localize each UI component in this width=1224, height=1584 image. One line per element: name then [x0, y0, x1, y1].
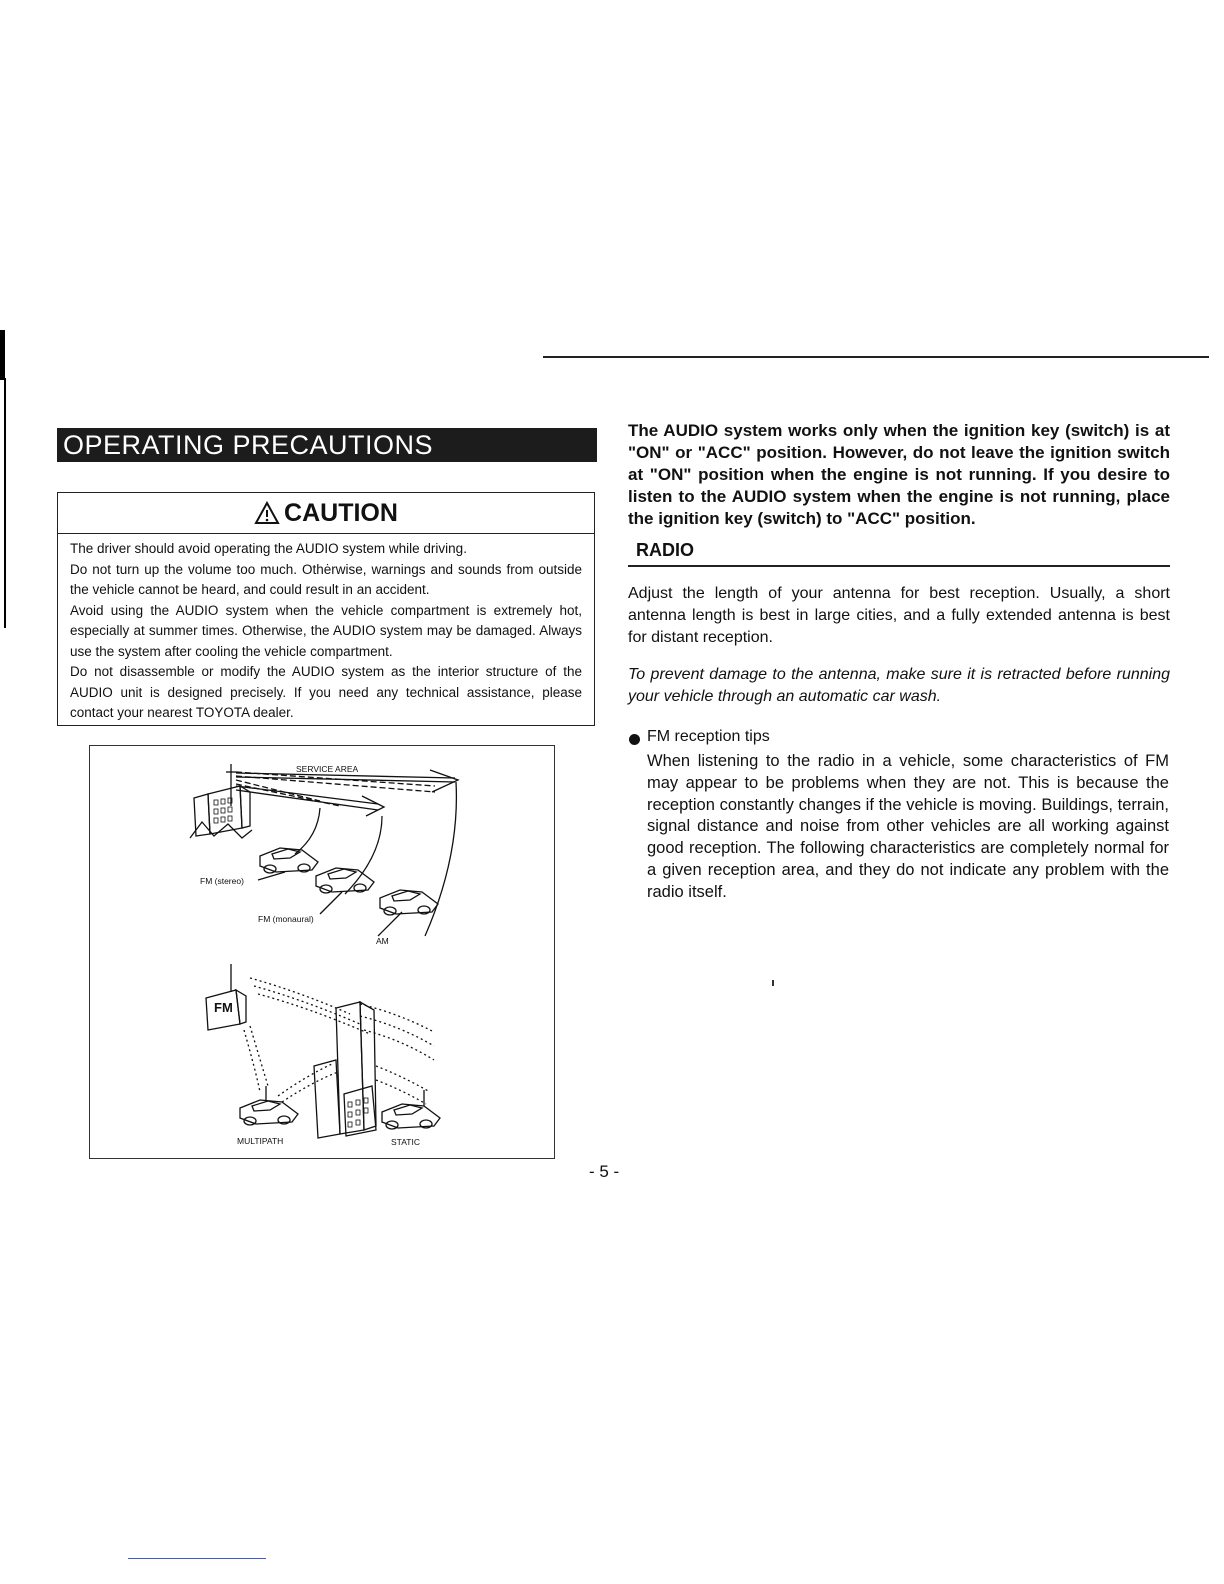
label-fm-sign: FM [214, 1000, 233, 1015]
label-static: STATIC [391, 1137, 420, 1147]
label-fm-monaural: FM (monaural) [258, 914, 314, 924]
fm-tips-label: FM reception tips [647, 728, 770, 745]
caution-text [70, 539, 582, 724]
ignition-notice-text: The AUDIO system works only when the ignition key (switch) is at "ON" or "ACC" position. However, do not leave the ignition switch at "ON" position when the engine is not running. If you desire to listen to the AUDIO system when the engine is not running, place the ignition key (switch) to "ACC" position. [628, 421, 1170, 528]
fm-tips-body [647, 751, 1169, 904]
reception-illustration [89, 745, 555, 1159]
scan-speck [772, 980, 774, 986]
label-am: AM [376, 936, 389, 946]
page-number: - 5 - [589, 1162, 620, 1181]
ignition-notice [628, 420, 1170, 530]
radio-heading-rule [628, 565, 1170, 567]
section-title-banner [57, 428, 597, 462]
caution-box [57, 492, 595, 726]
car-wash-note-text: To prevent damage to the antenna, make sure it is retracted before running your vehicle through an automatic car wash. [628, 666, 1170, 705]
caution-line: Avoid using the AUDIO system when the vehicle compartment is extremely hot, especially at summer times. Otherwise, the AUDIO system may be damaged. Always use the system after cooling the vehicle compartment. [70, 602, 582, 659]
bottom-scan-line [128, 1558, 266, 1559]
caution-line: The driver should avoid operating the AUDIO system while driving. [70, 541, 467, 556]
antenna-paragraph [628, 583, 1170, 649]
radio-heading: RADIO [636, 540, 694, 560]
section-title: OPERATING PRECAUTIONS [63, 430, 434, 460]
label-multipath: MULTIPATH [237, 1136, 284, 1146]
warning-triangle-icon [254, 501, 280, 525]
header-rule [543, 356, 1209, 358]
caution-title: CAUTION [284, 498, 398, 527]
caution-header [58, 493, 594, 534]
reception-diagram [90, 746, 553, 1157]
caution-line: Do not turn up the volume too much. Othėrwise, warnings and sounds from outside the vehicle cannot be heard, and could result in an accident. [70, 561, 582, 597]
scan-edge-mark [0, 330, 8, 630]
car-wash-note [628, 664, 1170, 708]
label-service-area: SERVICE AREA [296, 764, 359, 774]
label-fm-stereo: FM (stereo) [200, 876, 244, 886]
fm-tips-text: When listening to the radio in a vehicle, some characteristics of FM may appear to be problems when they are not. This is because the reception constantly changes if the vehicle is moving. Buildings, terrain, signal distance and noise from other vehicles are all working against good reception. The following characteristics are completely normal for a given reception area, and they do not indicate any problem with the radio itself. [647, 752, 1169, 901]
antenna-paragraph-text: Adjust the length of your antenna for best reception. Usually, a short antenna length is best in large cities, and a fully extended antenna is best for distant reception. [628, 585, 1170, 646]
caution-line: Do not disassemble or modify the AUDIO system as the interior structure of the AUDIO unit is designed precisely. If you need any technical assistance, please contact your nearest TOYOTA dealer. [70, 664, 582, 720]
bullet-icon [629, 734, 640, 745]
